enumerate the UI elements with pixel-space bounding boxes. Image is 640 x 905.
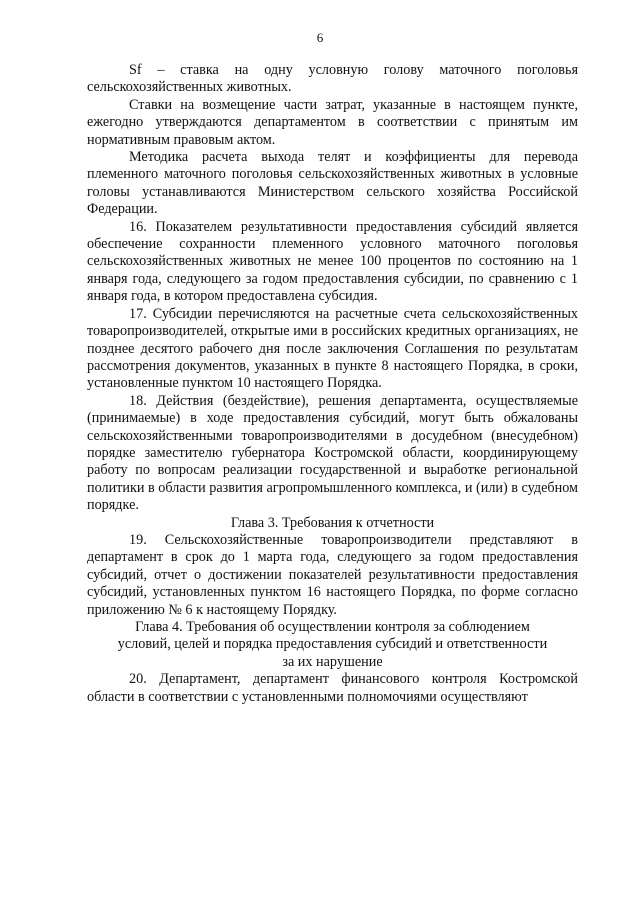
chapter-4-heading-line-1: Глава 4. Требования об осуществлении контроля за соблюдением <box>135 619 530 635</box>
chapter-4-heading <box>87 619 578 671</box>
paragraph-19: 19. Сельскохозяйственные товаропроизводители представляют в департамент в срок до 1 марта года, следующего за годом предоставления субсидий, отчет о достижении показателей результативности предоставления субсидий, установленных пунктом 16 настоящего Порядка, по форме согласно приложению № 6 к настоящему Порядку. <box>87 531 578 618</box>
document-body <box>87 62 578 706</box>
page-number: 6 <box>316 30 324 45</box>
chapter-3-heading: Глава 3. Требования к отчетности <box>230 514 435 531</box>
chapter-4-heading-line-3: за их нарушение <box>282 653 383 670</box>
paragraph-17: 17. Субсидии перечисляются на расчетные счета сельскохозяйственных товаропроизводителей, открытые ими в российских кредитных организациях, не позднее десятого рабочего дня после заключения Соглашения по результатам рассмотрения документов, указанных в пункте 8 настоящего Порядка, в сроки, установленные пунктом 10 настоящего Порядка. <box>87 305 578 392</box>
chapter-4-heading-line-2: условий, целей и порядка предоставления субсидий и ответственности <box>117 636 548 653</box>
paragraph-20: 20. Департамент, департамент финансового контроля Костромской области в соответствии с установленными полномочиями осуществляют <box>87 671 578 705</box>
paragraph-sf-definition: Sf – ставка на одну условную голову маточного поголовья сельскохозяйственных животных. <box>87 62 578 96</box>
paragraph-rates: Ставки на возмещение части затрат, указанные в настоящем пункте, ежегодно утверждаются департаментом в соответствии с принятым им нормативным правовым актом. <box>87 96 578 148</box>
paragraph-methodology: Методика расчета выхода телят и коэффициенты для перевода племенного маточного поголовья сельскохозяйственных животных в условные головы устанавливаются Министерством сельского хозяйства Российской Федерации. <box>87 149 578 218</box>
paragraph-16: 16. Показателем результативности предоставления субсидий является обеспечение сохранности племенного условного маточного поголовья сельскохозяйственных животных не менее 100 процентов по состоянию на 1 января года, следующего за годом предоставления субсидии, по сравнению с 1 января года, в котором предоставлена субсидия. <box>87 218 578 305</box>
paragraph-18: 18. Действия (бездействие), решения департамента, осуществляемые (принимаемые) в ходе предоставления субсидий, могут быть обжалованы сельскохозяйственными товаропроизводителями в досудебном (внесудебном) порядке заместителю губернатора Костромской области, координирующему работу по вопросам реализации государственной и выработке региональной политики в области развития агропромышленного комплекса, и (или) в судебном порядке. <box>87 392 578 514</box>
